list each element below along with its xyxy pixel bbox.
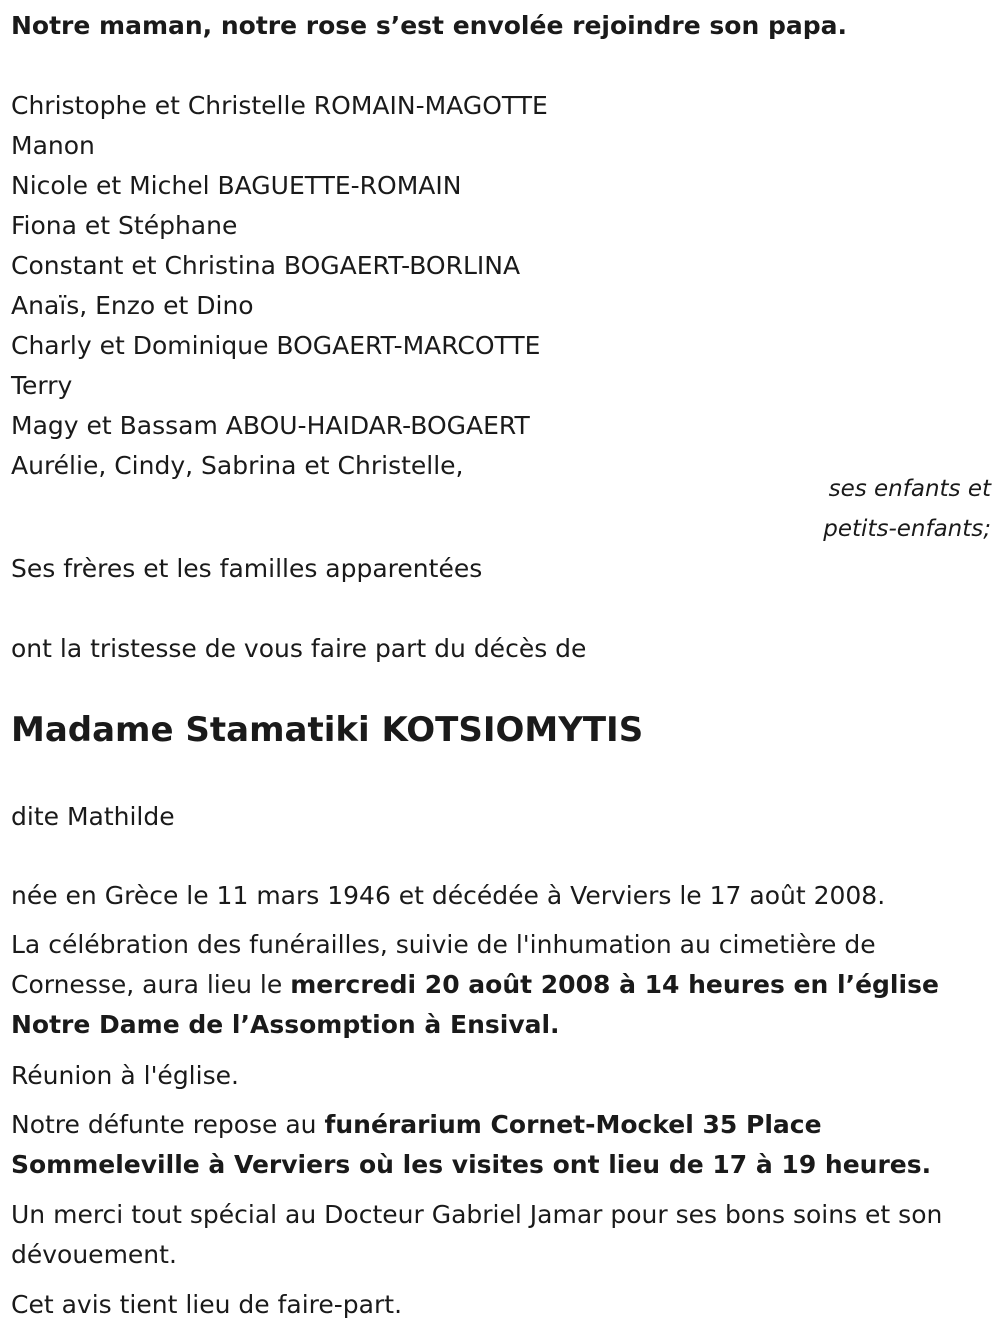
family-role-line-1: ses enfants et [828,476,991,502]
family-line-2: Manon [11,131,95,160]
funeral-intro: La célébration des funérailles, suivie de l'inhumation au cimetière de Cornesse, aura lieu le [11,930,876,999]
funeral-paragraph [11,925,976,1045]
reunion-line: Réunion à l'église. [11,1061,239,1090]
funeral-details: mercredi 20 août 2008 à 14 heures en l’église Notre Dame de l’Assomption à Ensival. [11,970,939,1039]
family-line-3: Nicole et Michel BAGUETTE-ROMAIN [11,171,462,200]
family-line-9: Magy et Bassam ABOU-HAIDAR-BOGAERT [11,411,530,440]
family-line-8: Terry [11,371,73,400]
repose-details: funérarium Cornet-Mockel 35 Place Sommeleville à Verviers où les visites ont lieu de 17 à 19 heures. [11,1110,932,1179]
repose-paragraph [11,1105,976,1185]
thanks-paragraph: Un merci tout spécial au Docteur Gabriel Jamar pour ses bons soins et son dévouement. [11,1200,943,1269]
closing-line: Cet avis tient lieu de faire-part. [11,1290,403,1319]
family-line-5: Constant et Christina BOGAERT-BORLINA [11,251,521,280]
family-line-6: Anaïs, Enzo et Dino [11,291,254,320]
siblings-line: Ses frères et les familles apparentées [11,554,483,583]
headline: Notre maman, notre rose s’est envolée rejoindre son papa. [11,11,847,40]
deceased-name: Madame Stamatiki KOTSIOMYTIS [11,710,644,750]
family-line-7: Charly et Dominique BOGAERT-MARCOTTE [11,331,541,360]
repose-intro: Notre défunte repose au [11,1110,325,1139]
family-line-10: Aurélie, Cindy, Sabrina et Christelle, [11,451,464,480]
family-line-4: Fiona et Stéphane [11,211,238,240]
family-role-line-2: petits-enfants; [823,516,991,542]
birth-death-dates: née en Grèce le 11 mars 1946 et décédée à Verviers le 17 août 2008. [11,881,886,910]
deceased-nickname: dite Mathilde [11,802,175,831]
announcement-line: ont la tristesse de vous faire part du décès de [11,634,587,663]
family-line-1: Christophe et Christelle ROMAIN-MAGOTTE [11,91,548,120]
